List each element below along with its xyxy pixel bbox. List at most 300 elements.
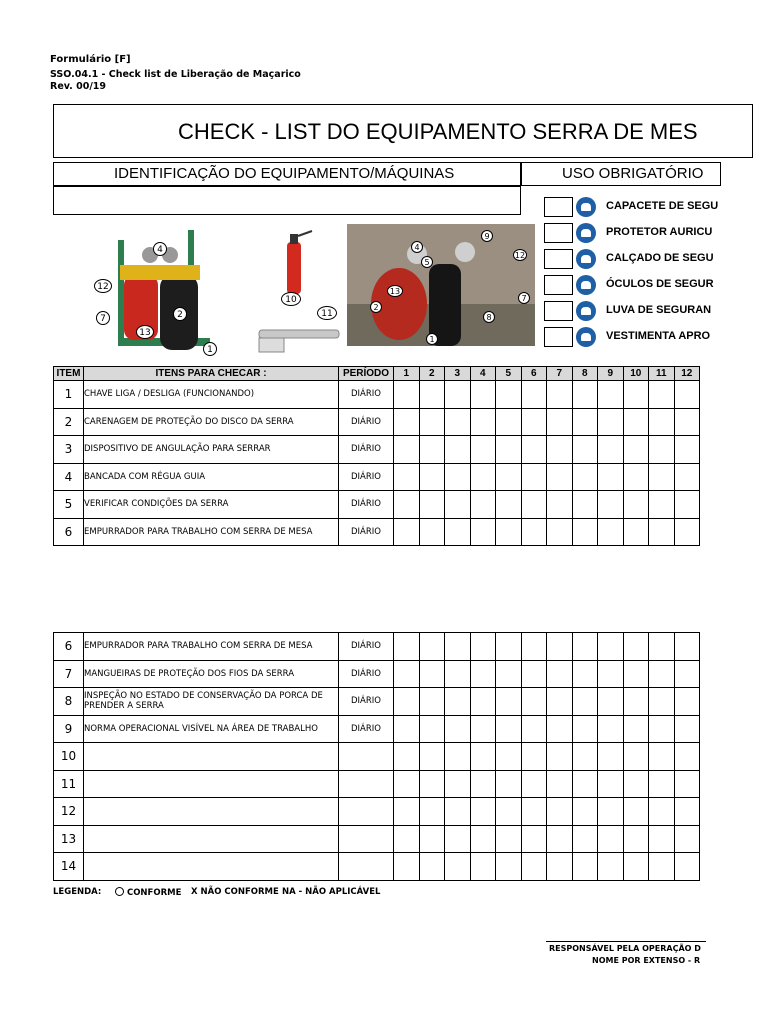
day-check-cell[interactable] (394, 381, 420, 409)
cylinders-illustration (90, 220, 230, 360)
day-check-cell[interactable] (470, 491, 496, 519)
day-check-cell[interactable] (394, 770, 420, 798)
table-row (54, 853, 700, 881)
item-description (84, 853, 339, 881)
table-row (54, 381, 700, 409)
table-row (54, 743, 700, 771)
item-period: DIÁRIO (339, 491, 394, 519)
item-description (84, 798, 339, 826)
day-check-cell[interactable] (394, 825, 420, 853)
header-day: 12 (674, 367, 700, 381)
day-check-cell[interactable] (623, 436, 649, 464)
item-number: 3 (54, 436, 84, 464)
day-check-cell[interactable] (470, 770, 496, 798)
checklist-table-bottom (53, 632, 700, 881)
item-description (84, 743, 339, 771)
table-row (54, 436, 700, 464)
header-item: ITEM (54, 367, 84, 381)
day-check-cell[interactable] (394, 408, 420, 436)
item-description: EMPURRADOR PARA TRABALHO COM SERRA DE MESA (84, 633, 339, 661)
day-check-cell[interactable] (649, 770, 675, 798)
ppe-checkbox[interactable] (544, 275, 573, 295)
day-check-cell[interactable] (547, 660, 573, 688)
header-day: 9 (598, 367, 624, 381)
day-check-cell[interactable] (419, 743, 445, 771)
day-check-cell[interactable] (674, 825, 700, 853)
day-check-cell[interactable] (445, 660, 471, 688)
header-day: 3 (445, 367, 471, 381)
item-number: 10 (54, 743, 84, 771)
day-check-cell[interactable] (419, 770, 445, 798)
item-period: DIÁRIO (339, 463, 394, 491)
day-check-cell[interactable] (470, 381, 496, 409)
day-check-cell[interactable] (547, 463, 573, 491)
day-check-cell[interactable] (572, 660, 598, 688)
day-check-cell[interactable] (547, 381, 573, 409)
ppe-label: ÓCULOS DE SEGUR (606, 278, 714, 290)
checklist-bottom-fragment (0, 639, 700, 882)
day-check-cell[interactable] (419, 660, 445, 688)
day-check-cell[interactable] (598, 660, 624, 688)
day-check-cell[interactable] (572, 715, 598, 743)
item-number: 5 (54, 491, 84, 519)
day-check-cell[interactable] (470, 633, 496, 661)
day-check-cell[interactable] (445, 825, 471, 853)
item-number: 2 (54, 408, 84, 436)
header-day: 1 (394, 367, 420, 381)
day-check-cell[interactable] (419, 518, 445, 546)
item-number: 13 (54, 825, 84, 853)
day-check-cell[interactable] (470, 660, 496, 688)
legend-na: NA - NÃO APLICÁVEL (282, 887, 381, 897)
clothing-icon (576, 327, 596, 347)
day-check-cell[interactable] (598, 381, 624, 409)
day-check-cell[interactable] (521, 770, 547, 798)
day-check-cell[interactable] (623, 408, 649, 436)
day-check-cell[interactable] (496, 825, 522, 853)
callout-13-left: 13 (136, 325, 154, 339)
day-check-cell[interactable] (649, 688, 675, 716)
day-check-cell[interactable] (470, 825, 496, 853)
day-check-cell[interactable] (521, 825, 547, 853)
day-check-cell[interactable] (394, 798, 420, 826)
day-check-cell[interactable] (547, 436, 573, 464)
table-row (54, 660, 700, 688)
item-number: 6 (54, 518, 84, 546)
day-check-cell[interactable] (496, 518, 522, 546)
day-check-cell[interactable] (445, 770, 471, 798)
day-check-cell[interactable] (547, 770, 573, 798)
day-check-cell[interactable] (521, 660, 547, 688)
day-check-cell[interactable] (521, 463, 547, 491)
day-check-cell[interactable] (649, 381, 675, 409)
day-check-cell[interactable] (445, 463, 471, 491)
day-check-cell[interactable] (496, 853, 522, 881)
item-description: VERIFICAR CONDIÇÕES DA SERRA (84, 491, 339, 519)
day-check-cell[interactable] (674, 660, 700, 688)
day-check-cell[interactable] (674, 463, 700, 491)
day-check-cell[interactable] (394, 436, 420, 464)
day-check-cell[interactable] (649, 518, 675, 546)
item-number: 6 (54, 633, 84, 661)
day-check-cell[interactable] (470, 715, 496, 743)
day-check-cell[interactable] (547, 688, 573, 716)
day-check-cell[interactable] (521, 798, 547, 826)
day-check-cell[interactable] (598, 518, 624, 546)
day-check-cell[interactable] (419, 853, 445, 881)
ppe-checkbox[interactable] (544, 197, 573, 217)
item-period (339, 770, 394, 798)
day-check-cell[interactable] (419, 408, 445, 436)
day-check-cell[interactable] (419, 798, 445, 826)
day-check-cell[interactable] (598, 436, 624, 464)
item-number: 4 (54, 463, 84, 491)
day-check-cell[interactable] (598, 798, 624, 826)
day-check-cell[interactable] (470, 408, 496, 436)
day-check-cell[interactable] (445, 688, 471, 716)
day-check-cell[interactable] (521, 743, 547, 771)
item-period: DIÁRIO (339, 633, 394, 661)
day-check-cell[interactable] (598, 463, 624, 491)
day-check-cell[interactable] (572, 633, 598, 661)
day-check-cell[interactable] (572, 381, 598, 409)
day-check-cell[interactable] (521, 715, 547, 743)
item-period: DIÁRIO (339, 715, 394, 743)
day-check-cell[interactable] (623, 825, 649, 853)
table-row (54, 715, 700, 743)
glove-icon (576, 301, 596, 321)
table-header-row (54, 367, 700, 381)
day-check-cell[interactable] (547, 715, 573, 743)
day-check-cell[interactable] (674, 715, 700, 743)
callout-12-left: 12 (94, 279, 112, 293)
legend-conforme-text: CONFORME (126, 888, 182, 898)
day-check-cell[interactable] (572, 853, 598, 881)
day-check-cell[interactable] (496, 633, 522, 661)
header-day: 10 (623, 367, 649, 381)
day-check-cell[interactable] (674, 381, 700, 409)
day-check-cell[interactable] (394, 743, 420, 771)
day-check-cell[interactable] (674, 633, 700, 661)
identification-title: IDENTIFICAÇÃO DO EQUIPAMENTO/MÁQUINAS (114, 165, 455, 182)
goggles-icon (576, 275, 596, 295)
day-check-cell[interactable] (419, 688, 445, 716)
day-check-cell[interactable] (470, 436, 496, 464)
callout-photo-1: 1 (426, 333, 438, 345)
day-check-cell[interactable] (623, 633, 649, 661)
item-description: CARENAGEM DE PROTEÇÃO DO DISCO DA SERRA (84, 408, 339, 436)
day-check-cell[interactable] (445, 853, 471, 881)
day-check-cell[interactable] (649, 660, 675, 688)
day-check-cell[interactable] (649, 408, 675, 436)
table-row (54, 408, 700, 436)
item-period (339, 743, 394, 771)
day-check-cell[interactable] (623, 518, 649, 546)
ppe-checkbox[interactable] (544, 249, 573, 269)
day-check-cell[interactable] (521, 518, 547, 546)
day-check-cell[interactable] (496, 688, 522, 716)
item-number: 1 (54, 381, 84, 409)
day-check-cell[interactable] (674, 408, 700, 436)
day-check-cell[interactable] (521, 436, 547, 464)
form-revision: Rev. 00/19 (50, 81, 107, 92)
day-check-cell[interactable] (470, 688, 496, 716)
day-check-cell[interactable] (547, 408, 573, 436)
callout-photo-13: 13 (387, 285, 403, 297)
day-check-cell[interactable] (649, 633, 675, 661)
ppe-checkbox[interactable] (544, 327, 573, 347)
item-number: 12 (54, 798, 84, 826)
day-check-cell[interactable] (445, 798, 471, 826)
day-check-cell[interactable] (598, 688, 624, 716)
mandatory-header (521, 162, 721, 186)
item-number: 8 (54, 688, 84, 716)
table-row (54, 688, 700, 716)
day-check-cell[interactable] (496, 408, 522, 436)
day-check-cell[interactable] (572, 491, 598, 519)
day-check-cell[interactable] (598, 743, 624, 771)
day-check-cell[interactable] (394, 491, 420, 519)
day-check-cell[interactable] (547, 518, 573, 546)
day-check-cell[interactable] (445, 715, 471, 743)
day-check-cell[interactable] (547, 743, 573, 771)
day-check-cell[interactable] (496, 463, 522, 491)
day-check-cell[interactable] (470, 798, 496, 826)
day-check-cell[interactable] (623, 743, 649, 771)
day-check-cell[interactable] (674, 743, 700, 771)
table-row (54, 491, 700, 519)
callout-4-left: 4 (153, 242, 167, 256)
title-box (53, 104, 753, 158)
day-check-cell[interactable] (598, 408, 624, 436)
ear-protector-icon (576, 223, 596, 243)
legend-conforme (115, 887, 181, 898)
day-check-cell[interactable] (470, 518, 496, 546)
day-check-cell[interactable] (572, 463, 598, 491)
table-row (54, 633, 700, 661)
day-check-cell[interactable] (598, 715, 624, 743)
item-description: CHAVE LIGA / DESLIGA (FUNCIONANDO) (84, 381, 339, 409)
day-check-cell[interactable] (419, 491, 445, 519)
day-check-cell[interactable] (521, 408, 547, 436)
day-check-cell[interactable] (598, 770, 624, 798)
day-check-cell[interactable] (623, 381, 649, 409)
callout-11: 11 (317, 306, 337, 320)
identification-header (53, 162, 521, 186)
item-description (84, 825, 339, 853)
day-check-cell[interactable] (419, 825, 445, 853)
day-check-cell[interactable] (547, 853, 573, 881)
day-check-cell[interactable] (496, 798, 522, 826)
table-row (54, 518, 700, 546)
day-check-cell[interactable] (470, 853, 496, 881)
day-check-cell[interactable] (674, 518, 700, 546)
item-number: 9 (54, 715, 84, 743)
item-period: DIÁRIO (339, 688, 394, 716)
day-check-cell[interactable] (674, 853, 700, 881)
day-check-cell[interactable] (521, 381, 547, 409)
legend-label: LEGENDA: (53, 887, 102, 897)
day-check-cell[interactable] (394, 660, 420, 688)
day-check-cell[interactable] (445, 518, 471, 546)
day-check-cell[interactable] (419, 633, 445, 661)
day-check-cell[interactable] (623, 798, 649, 826)
item-period (339, 853, 394, 881)
equipment-photo (347, 224, 535, 346)
day-check-cell[interactable] (649, 825, 675, 853)
callout-1-left: 1 (203, 342, 217, 356)
signature-line (546, 941, 706, 942)
table-row (54, 463, 700, 491)
day-check-cell[interactable] (547, 491, 573, 519)
day-check-cell[interactable] (649, 436, 675, 464)
header-day: 4 (470, 367, 496, 381)
callout-photo-8: 8 (483, 311, 495, 323)
day-check-cell[interactable] (649, 743, 675, 771)
callout-photo-9: 9 (481, 230, 493, 242)
header-day: 6 (521, 367, 547, 381)
day-check-cell[interactable] (445, 381, 471, 409)
item-period: DIÁRIO (339, 436, 394, 464)
day-check-cell[interactable] (394, 853, 420, 881)
item-number: 11 (54, 770, 84, 798)
item-description: MANGUEIRAS DE PROTEÇÃO DOS FIOS DA SERRA (84, 660, 339, 688)
day-check-cell[interactable] (572, 436, 598, 464)
ppe-checkbox[interactable] (544, 301, 573, 321)
callout-photo-4: 4 (411, 241, 423, 253)
day-check-cell[interactable] (521, 491, 547, 519)
day-check-cell[interactable] (419, 381, 445, 409)
legend-nao-conforme: X NÃO CONFORME (191, 887, 279, 897)
day-check-cell[interactable] (496, 436, 522, 464)
ppe-label: LUVA DE SEGURAN (606, 304, 712, 316)
day-check-cell[interactable] (623, 853, 649, 881)
item-period: DIÁRIO (339, 408, 394, 436)
ppe-label: PROTETOR AURICU (606, 226, 713, 238)
day-check-cell[interactable] (572, 743, 598, 771)
checklist-top-fragment (0, 366, 700, 539)
day-check-cell[interactable] (623, 688, 649, 716)
day-check-cell[interactable] (572, 518, 598, 546)
item-period: DIÁRIO (339, 518, 394, 546)
day-check-cell[interactable] (394, 463, 420, 491)
safety-shoe-icon (576, 249, 596, 269)
day-check-cell[interactable] (649, 491, 675, 519)
day-check-cell[interactable] (572, 825, 598, 853)
day-check-cell[interactable] (623, 491, 649, 519)
header-items: ITENS PARA CHECAR : (84, 367, 339, 381)
day-check-cell[interactable] (445, 436, 471, 464)
day-check-cell[interactable] (419, 715, 445, 743)
day-check-cell[interactable] (496, 381, 522, 409)
day-check-cell[interactable] (394, 633, 420, 661)
day-check-cell[interactable] (547, 825, 573, 853)
day-check-cell[interactable] (521, 853, 547, 881)
day-check-cell[interactable] (496, 715, 522, 743)
day-check-cell[interactable] (674, 798, 700, 826)
callout-7-left: 7 (96, 311, 110, 325)
signature-name: NOME POR EXTENSO - R (592, 956, 701, 965)
item-number: 14 (54, 853, 84, 881)
day-check-cell[interactable] (419, 436, 445, 464)
item-description: BANCADA COM RÉGUA GUIA (84, 463, 339, 491)
ppe-checkbox[interactable] (544, 223, 573, 243)
day-check-cell[interactable] (623, 715, 649, 743)
day-check-cell[interactable] (394, 715, 420, 743)
item-period (339, 798, 394, 826)
callout-10: 10 (281, 292, 301, 306)
day-check-cell[interactable] (598, 853, 624, 881)
item-description (84, 770, 339, 798)
header-day: 5 (496, 367, 522, 381)
day-check-cell[interactable] (496, 743, 522, 771)
day-check-cell[interactable] (547, 633, 573, 661)
table-row (54, 825, 700, 853)
day-check-cell[interactable] (445, 743, 471, 771)
day-check-cell[interactable] (674, 436, 700, 464)
item-period: DIÁRIO (339, 660, 394, 688)
header-day: 2 (419, 367, 445, 381)
item-period: DIÁRIO (339, 381, 394, 409)
callout-photo-12: 12 (514, 251, 526, 260)
day-check-cell[interactable] (623, 463, 649, 491)
callout-photo-2: 2 (370, 301, 382, 313)
day-check-cell[interactable] (649, 798, 675, 826)
day-check-cell[interactable] (598, 633, 624, 661)
signature-role: RESPONSÁVEL PELA OPERAÇÃO D (549, 944, 701, 953)
day-check-cell[interactable] (470, 743, 496, 771)
day-check-cell[interactable] (521, 688, 547, 716)
day-check-cell[interactable] (445, 633, 471, 661)
day-check-cell[interactable] (572, 688, 598, 716)
day-check-cell[interactable] (649, 463, 675, 491)
item-description: EMPURRADOR PARA TRABALHO COM SERRA DE MESA (84, 518, 339, 546)
day-check-cell[interactable] (394, 518, 420, 546)
mandatory-title: USO OBRIGATÓRIO (562, 165, 704, 182)
ppe-label: CALÇADO DE SEGU (606, 252, 714, 264)
day-check-cell[interactable] (496, 660, 522, 688)
day-check-cell[interactable] (496, 770, 522, 798)
identification-field[interactable] (53, 186, 521, 215)
day-check-cell[interactable] (674, 491, 700, 519)
day-check-cell[interactable] (521, 633, 547, 661)
day-check-cell[interactable] (572, 798, 598, 826)
day-check-cell[interactable] (598, 825, 624, 853)
day-check-cell[interactable] (649, 853, 675, 881)
day-check-cell[interactable] (623, 660, 649, 688)
page-title: CHECK - LIST DO EQUIPAMENTO SERRA DE MES (178, 119, 698, 144)
day-check-cell[interactable] (419, 463, 445, 491)
day-check-cell[interactable] (674, 688, 700, 716)
day-check-cell[interactable] (445, 491, 471, 519)
day-check-cell[interactable] (445, 408, 471, 436)
circle-icon (115, 887, 124, 896)
day-check-cell[interactable] (572, 770, 598, 798)
callout-2-left: 2 (173, 307, 187, 321)
day-check-cell[interactable] (394, 688, 420, 716)
day-check-cell[interactable] (572, 408, 598, 436)
checklist-table-top (53, 366, 700, 546)
helmet-icon (576, 197, 596, 217)
day-check-cell[interactable] (674, 770, 700, 798)
day-check-cell[interactable] (623, 770, 649, 798)
day-check-cell[interactable] (496, 491, 522, 519)
day-check-cell[interactable] (598, 491, 624, 519)
day-check-cell[interactable] (649, 715, 675, 743)
day-check-cell[interactable] (547, 798, 573, 826)
callout-photo-7: 7 (518, 292, 530, 304)
day-check-cell[interactable] (470, 463, 496, 491)
